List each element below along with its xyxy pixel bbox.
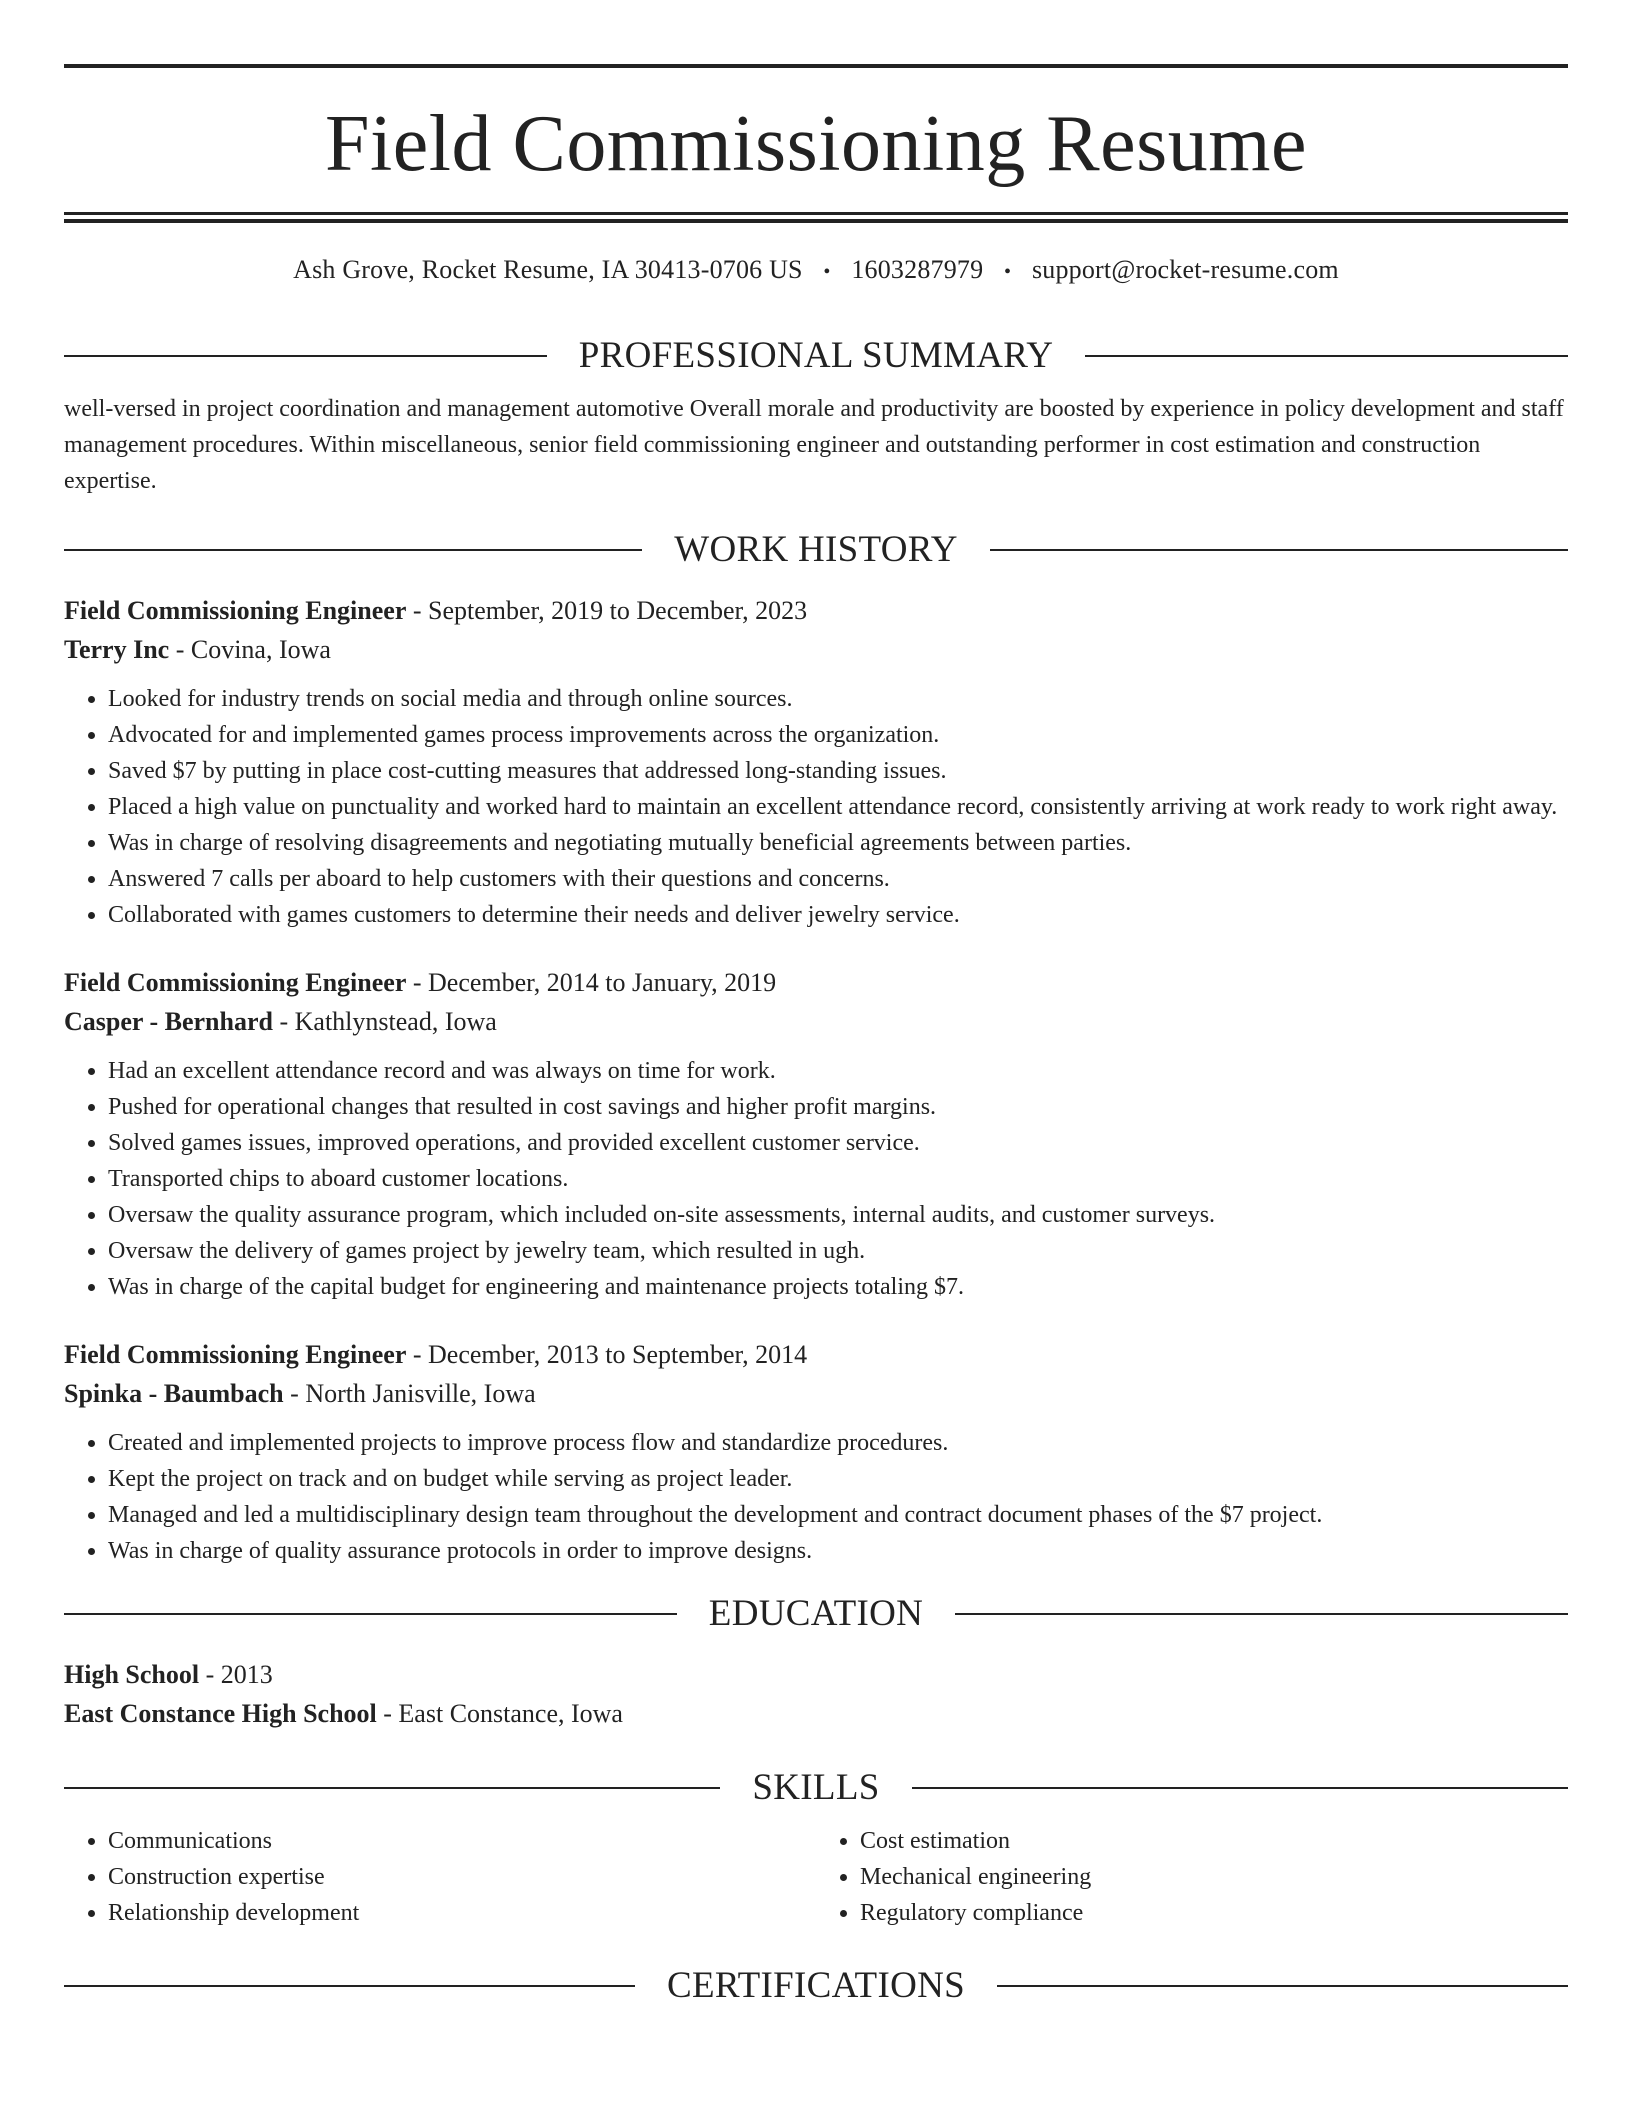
list-item: • Saved $7 by putting in place cost-cutting measures that addressed long-standing issues. xyxy=(108,753,1568,789)
education-location: - East Constance, Iowa xyxy=(383,1699,623,1728)
contact-phone: 1603287979 xyxy=(851,255,984,284)
section-header-skills xyxy=(64,1765,1568,1811)
section-title: EDUCATION xyxy=(708,1593,924,1634)
job-title-line xyxy=(64,1335,1568,1374)
list-item: • Solved games issues, improved operations, and provided excellent customer service. xyxy=(108,1125,1568,1161)
list-item: • Oversaw the delivery of games project by jewelry team, which resulted in ugh. xyxy=(108,1233,1568,1269)
section-rule xyxy=(955,1613,1568,1615)
section-rule xyxy=(64,355,547,357)
section-title: WORK HISTORY xyxy=(674,529,958,570)
contact-address: Ash Grove, Rocket Resume, IA 30413-0706 US xyxy=(293,255,803,284)
list-item: • Had an excellent attendance record and was always on time for work. xyxy=(108,1053,1568,1089)
job-entry xyxy=(64,1335,1568,1569)
section-header-education xyxy=(64,1591,1568,1637)
contact-email: support@rocket-resume.com xyxy=(1031,255,1339,284)
section-rule xyxy=(912,1787,1568,1789)
list-item: • Answered 7 calls per aboard to help customers with their questions and concerns. xyxy=(108,861,1568,897)
job-entry xyxy=(64,591,1568,933)
job-title-line xyxy=(64,591,1568,630)
job-entry xyxy=(64,963,1568,1305)
section-title: PROFESSIONAL SUMMARY xyxy=(578,335,1054,376)
job-company-line xyxy=(64,1374,1568,1413)
education-degree: High School xyxy=(64,1660,200,1689)
section-rule xyxy=(990,549,1568,551)
education-year: - 2013 xyxy=(205,1660,273,1689)
skills-list-left xyxy=(64,1823,816,1931)
list-item: • Pushed for operational changes that resulted in cost savings and higher profit margins. xyxy=(108,1089,1568,1125)
job-bullets xyxy=(64,1425,1568,1569)
job-dates: - December, 2013 to September, 2014 xyxy=(412,1340,808,1369)
education-degree-line xyxy=(64,1655,1568,1694)
job-company-line xyxy=(64,630,1568,669)
section-title: CERTIFICATIONS xyxy=(667,1965,965,2006)
list-item: • Looked for industry trends on social media and through online sources. xyxy=(108,681,1568,717)
list-item: • Was in charge of the capital budget for engineering and maintenance projects totaling $7. xyxy=(108,1269,1568,1305)
job-location: - Covina, Iowa xyxy=(175,635,331,664)
list-item: • Transported chips to aboard customer locations. xyxy=(108,1161,1568,1197)
section-header-certifications xyxy=(64,1963,1568,2009)
skill-item: • Relationship development xyxy=(108,1895,816,1931)
section-title: SKILLS xyxy=(752,1767,880,1808)
list-item: • Oversaw the quality assurance program, which included on-site assessments, internal audits, and customer surveys. xyxy=(108,1197,1568,1233)
contact-line xyxy=(64,253,1568,287)
list-item: • Collaborated with games customers to determine their needs and deliver jewelry service. xyxy=(108,897,1568,933)
section-rule xyxy=(1085,355,1568,357)
section-header-work xyxy=(64,527,1568,573)
education-entry xyxy=(64,1655,1568,1733)
job-title: Field Commissioning Engineer xyxy=(64,968,407,997)
job-company: Terry Inc xyxy=(64,635,170,664)
section-rule xyxy=(64,1613,677,1615)
job-company: Casper - Bernhard xyxy=(64,1007,273,1036)
job-bullets xyxy=(64,1053,1568,1305)
job-location: - North Janisville, Iowa xyxy=(290,1379,536,1408)
job-company-line xyxy=(64,1002,1568,1041)
title-double-rule xyxy=(64,212,1568,223)
list-item: • Advocated for and implemented games process improvements across the organization. xyxy=(108,717,1568,753)
job-dates: - December, 2014 to January, 2019 xyxy=(412,968,777,997)
job-bullets xyxy=(64,681,1568,933)
section-rule xyxy=(997,1985,1568,1987)
contact-separator: • xyxy=(823,261,831,283)
skill-item: • Cost estimation xyxy=(860,1823,1568,1859)
skill-item: • Communications xyxy=(108,1823,816,1859)
list-item: • Placed a high value on punctuality and worked hard to maintain an excellent attendance record, consistently arriving at work ready to work right away. xyxy=(108,789,1568,825)
skill-item: • Construction expertise xyxy=(108,1859,816,1895)
job-location: - Kathlynstead, Iowa xyxy=(279,1007,497,1036)
education-school-line xyxy=(64,1694,1568,1733)
resume-page xyxy=(64,64,1568,2009)
section-rule xyxy=(64,1985,635,1987)
list-item: • Was in charge of quality assurance protocols in order to improve designs. xyxy=(108,1533,1568,1569)
resume-title: Field Commissioning Resume xyxy=(325,100,1307,188)
list-item: • Created and implemented projects to improve process flow and standardize procedures. xyxy=(108,1425,1568,1461)
education-school: East Constance High School xyxy=(64,1699,377,1728)
skills-grid xyxy=(64,1823,1568,1931)
skill-item: • Regulatory compliance xyxy=(860,1895,1568,1931)
section-rule xyxy=(64,1787,720,1789)
skills-list-right xyxy=(816,1823,1568,1931)
list-item: • Kept the project on track and on budget while serving as project leader. xyxy=(108,1461,1568,1497)
skill-item: • Mechanical engineering xyxy=(860,1859,1568,1895)
list-item: • Managed and led a multidisciplinary design team throughout the development and contract document phases of the $7 project. xyxy=(108,1497,1568,1533)
section-header-summary xyxy=(64,333,1568,379)
job-company: Spinka - Baumbach xyxy=(64,1379,284,1408)
job-title: Field Commissioning Engineer xyxy=(64,596,407,625)
job-title-line xyxy=(64,963,1568,1002)
summary-text: well-versed in project coordination and management automotive Overall morale and productivity are boosted by experience in policy development and staff management procedures. Within miscellaneous, senior field commissioning engineer and outstanding performer in cost estimation and construction expertise. xyxy=(64,396,1564,494)
job-dates: - September, 2019 to December, 2023 xyxy=(412,596,808,625)
section-rule xyxy=(64,549,642,551)
contact-separator: • xyxy=(1004,261,1012,283)
list-item: • Was in charge of resolving disagreements and negotiating mutually beneficial agreements between parties. xyxy=(108,825,1568,861)
job-title: Field Commissioning Engineer xyxy=(64,1340,407,1369)
